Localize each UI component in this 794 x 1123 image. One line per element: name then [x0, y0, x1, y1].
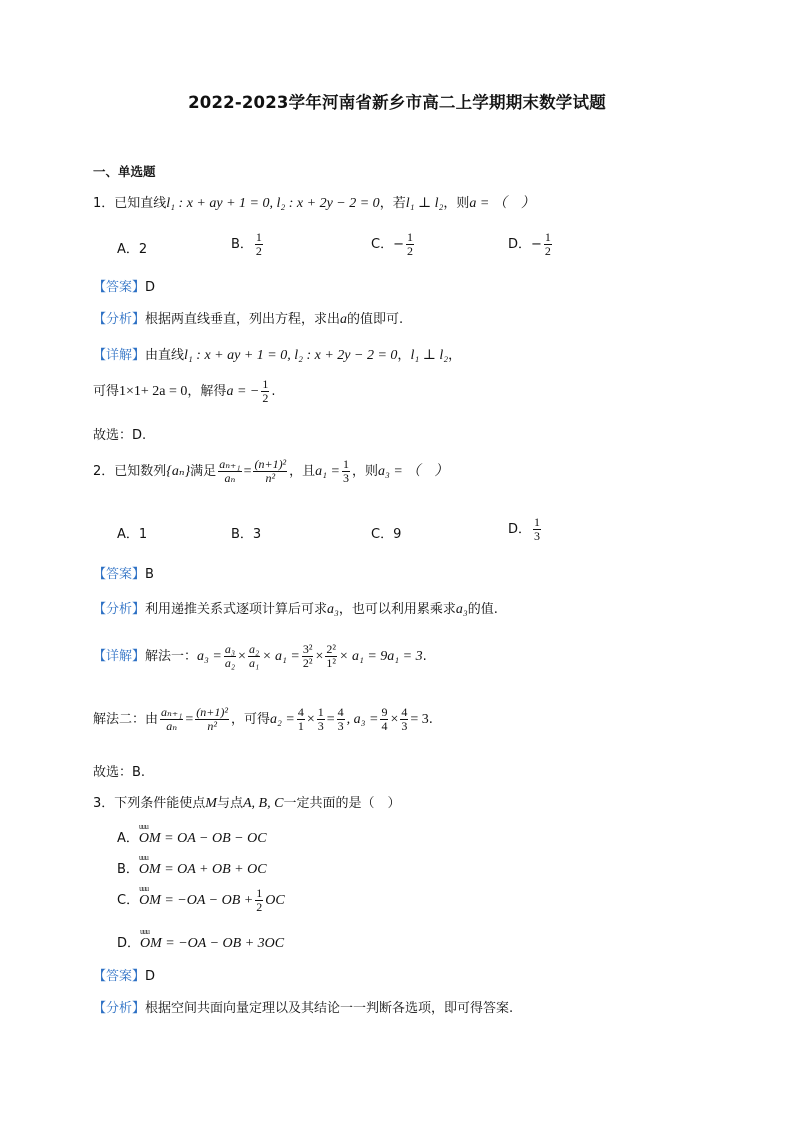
denominator: n²: [265, 471, 276, 485]
vector-expression: uuu OM = OA + OB + OC: [139, 862, 267, 878]
detail-text: 由直线: [145, 348, 185, 363]
denominator: 4: [381, 719, 388, 733]
math-var: a₃: [327, 602, 339, 617]
numerator: a₂: [248, 642, 260, 656]
denominator: aₙ: [166, 719, 178, 733]
analysis-text: 的值即可.: [347, 312, 404, 327]
question-text: ，则: [352, 464, 379, 479]
fraction: [380, 706, 388, 733]
analysis-tag: 【分析】: [93, 312, 146, 327]
option-label: D．: [117, 936, 141, 951]
denominator: 2: [262, 391, 269, 405]
fraction: [160, 706, 183, 733]
option-a: A．1: [117, 527, 148, 542]
question-1: [93, 192, 535, 212]
detail-text: 解法一：: [145, 649, 198, 664]
vector-expression: uuu OM = OA − OB − OC: [139, 831, 267, 847]
detail-text: .: [271, 384, 276, 399]
math-ask: a = （ ）: [469, 196, 535, 211]
math-perp: l₁ ⊥ l₂: [405, 196, 444, 211]
analysis-text: 利用递推关系式逐项计算后可求: [145, 602, 328, 617]
fraction: [400, 706, 408, 733]
fraction: [195, 706, 229, 733]
fraction: [317, 706, 325, 733]
math-op: ×: [315, 649, 324, 664]
answer-tag: 【答案】: [93, 567, 146, 582]
analysis-text: 的值.: [467, 602, 498, 617]
numerator: aₙ₊₁: [219, 457, 241, 471]
question-text: 与点: [216, 796, 243, 811]
question-text: ，且: [289, 464, 316, 479]
numerator: 1: [317, 705, 324, 719]
math-var: A, B, C: [242, 796, 284, 811]
math-op: ×: [306, 712, 315, 727]
denominator: 3: [401, 719, 408, 733]
numerator: 3²: [302, 642, 313, 656]
analysis-line: [93, 308, 403, 328]
denominator: 2: [256, 900, 263, 914]
answer-value: D: [145, 969, 156, 984]
numerator: 1: [343, 457, 349, 471]
fraction: [297, 706, 305, 733]
math-seq: {aₙ}: [166, 464, 191, 479]
detail-line-2: [93, 378, 275, 405]
numerator: (n+1)²: [254, 457, 287, 471]
detail-line: [93, 643, 427, 670]
denominator: 1²: [326, 656, 336, 670]
fraction: [406, 231, 414, 258]
detail-text: 可得: [93, 384, 120, 399]
denominator: 3: [343, 471, 349, 485]
option-d: [508, 516, 543, 543]
fraction: [261, 378, 269, 405]
answer-value: D: [145, 280, 156, 295]
denominator: 2: [544, 244, 551, 258]
math-op: ×: [238, 649, 246, 664]
question-text: 下列条件能使点: [114, 796, 206, 811]
math-eq: a₃ =: [197, 649, 222, 664]
math-eq: = 3: [410, 712, 429, 727]
option-label: C．: [117, 893, 140, 908]
question-text: ，若: [379, 196, 406, 211]
analysis-text: ，也可以利用累乘求: [338, 602, 456, 617]
option-b: [231, 231, 265, 258]
option-d: [117, 932, 284, 952]
detail-text: 解法二：由: [93, 712, 159, 727]
answer-value: B: [145, 567, 154, 582]
option-a: A．2: [117, 242, 148, 257]
detail-line: [93, 344, 461, 364]
denominator: aₙ: [224, 471, 236, 485]
option-label: B．: [117, 862, 139, 877]
denominator: a₂: [224, 656, 236, 670]
option-c: C．9: [371, 527, 402, 542]
math-ask: a₃ = （ ）: [378, 464, 449, 479]
option-label: B．: [231, 237, 253, 252]
fraction: [342, 458, 350, 485]
fraction: [253, 458, 287, 485]
section-heading: 一、单选题: [93, 164, 156, 179]
answer-tag: 【答案】: [93, 280, 146, 295]
vector-expression: uuu OM = −OA − OB +: [139, 893, 253, 909]
answer-line: [93, 965, 155, 984]
option-d: [508, 231, 554, 258]
detail-text: ，可得: [230, 712, 270, 727]
math-var: a: [340, 312, 348, 327]
option-b: [117, 858, 267, 878]
question-number: 2．: [93, 464, 115, 479]
math-eq: a₁ =: [315, 464, 340, 479]
analysis-line: [93, 598, 498, 618]
option-c: [117, 887, 285, 914]
numerator: 1: [534, 515, 541, 529]
conclusion: 故选：B.: [93, 765, 146, 780]
math-op: ×: [390, 712, 399, 727]
denominator: 2²: [302, 656, 313, 670]
option-label: A．: [117, 831, 139, 846]
numerator: 2²: [326, 642, 336, 656]
option-label: D．−: [508, 237, 542, 252]
math-eq: 1×1+ 2a = 0: [119, 384, 188, 399]
analysis-text: 根据空间共面向量定理以及其结论一一判断各选项，即可得答案.: [145, 1001, 514, 1016]
math-eq: a₂ =: [270, 712, 295, 727]
denominator: 1: [297, 719, 304, 733]
detail-line-2: [93, 706, 433, 733]
option-b: B．3: [231, 527, 262, 542]
math-lines: l₁ : x + ay + 1 = 0, l₂ : x + 2y − 2 = 0: [184, 348, 398, 363]
denominator: 2: [255, 244, 262, 258]
question-number: 3．: [93, 796, 115, 811]
question-text: 已知直线: [114, 196, 167, 211]
math-eq: × a₁ = 9a₁ = 3: [339, 649, 423, 664]
question-2: [93, 458, 448, 485]
fraction: [224, 643, 236, 670]
math-var: a₃: [455, 602, 468, 617]
detail-text: ，: [448, 348, 462, 363]
numerator: 4: [401, 705, 408, 719]
fraction: [248, 643, 260, 670]
numerator: 4: [297, 705, 304, 719]
question-text: 一定共面的是（ ）: [283, 796, 401, 811]
question-3: [93, 792, 400, 812]
fraction: [255, 887, 263, 914]
math-op: × a₁ =: [262, 649, 300, 664]
question-text: 满足: [190, 464, 217, 479]
denominator: 2: [406, 244, 413, 258]
numerator: 1: [406, 230, 413, 244]
detail-text: ，: [397, 348, 411, 363]
denominator: 3: [317, 719, 324, 733]
option-label: C．−: [371, 237, 404, 252]
math-lines: l₁ : x + ay + 1 = 0, l₂ : x + 2y − 2 = 0: [166, 196, 380, 211]
option-c: [371, 231, 416, 258]
detail-text: .: [428, 712, 433, 727]
question-text: 已知数列: [114, 464, 167, 479]
option-a: [117, 827, 267, 847]
numerator: (n+1)²: [196, 705, 228, 719]
numerator: 1: [544, 230, 551, 244]
analysis-text: 根据两直线垂直，列出方程，求出: [145, 312, 341, 327]
analysis-tag: 【分析】: [93, 602, 146, 617]
fraction: [255, 231, 263, 258]
question-number: 1．: [93, 196, 115, 211]
vector-expression: uuu OM = −OA − OB + 3OC: [140, 936, 284, 952]
numerator: 1: [255, 230, 262, 244]
fraction: [544, 231, 552, 258]
denominator: n²: [207, 719, 217, 733]
numerator: 4: [337, 705, 344, 719]
fraction: [325, 643, 337, 670]
analysis-tag: 【分析】: [93, 1001, 146, 1016]
denominator: 3: [337, 719, 344, 733]
answer-line: [93, 563, 154, 582]
conclusion: 故选：D.: [93, 428, 147, 443]
analysis-line: [93, 997, 513, 1016]
math-eq: a = −: [226, 384, 260, 399]
detail-text: ，解得: [187, 384, 227, 399]
numerator: 9: [381, 705, 388, 719]
numerator: a₃: [224, 642, 236, 656]
math-eq: , a₃ =: [346, 712, 379, 727]
fraction: [218, 458, 241, 485]
detail-text: .: [422, 649, 427, 664]
numerator: 1: [256, 886, 263, 900]
fraction: [533, 516, 541, 543]
fraction: [337, 706, 345, 733]
numerator: 1: [262, 377, 269, 391]
answer-line: [93, 276, 155, 295]
denominator: a₁: [248, 656, 260, 670]
math-var: M: [205, 796, 217, 811]
denominator: 3: [534, 529, 541, 543]
math-eq: =: [243, 464, 252, 479]
math-perp: l₁ ⊥ l₂: [410, 348, 449, 363]
detail-tag: 【详解】: [93, 348, 146, 363]
question-text: ，则: [443, 196, 470, 211]
math-op: =: [326, 712, 335, 727]
fraction: [302, 643, 314, 670]
option-label: D．: [508, 522, 532, 537]
detail-tag: 【详解】: [93, 649, 146, 664]
math-eq: =: [185, 712, 194, 727]
vector-expression: OC: [265, 893, 285, 908]
page-title: 2022-2023学年河南省新乡市高二上学期期末数学试题: [188, 93, 606, 112]
answer-tag: 【答案】: [93, 969, 146, 984]
numerator: aₙ₊₁: [161, 705, 183, 719]
